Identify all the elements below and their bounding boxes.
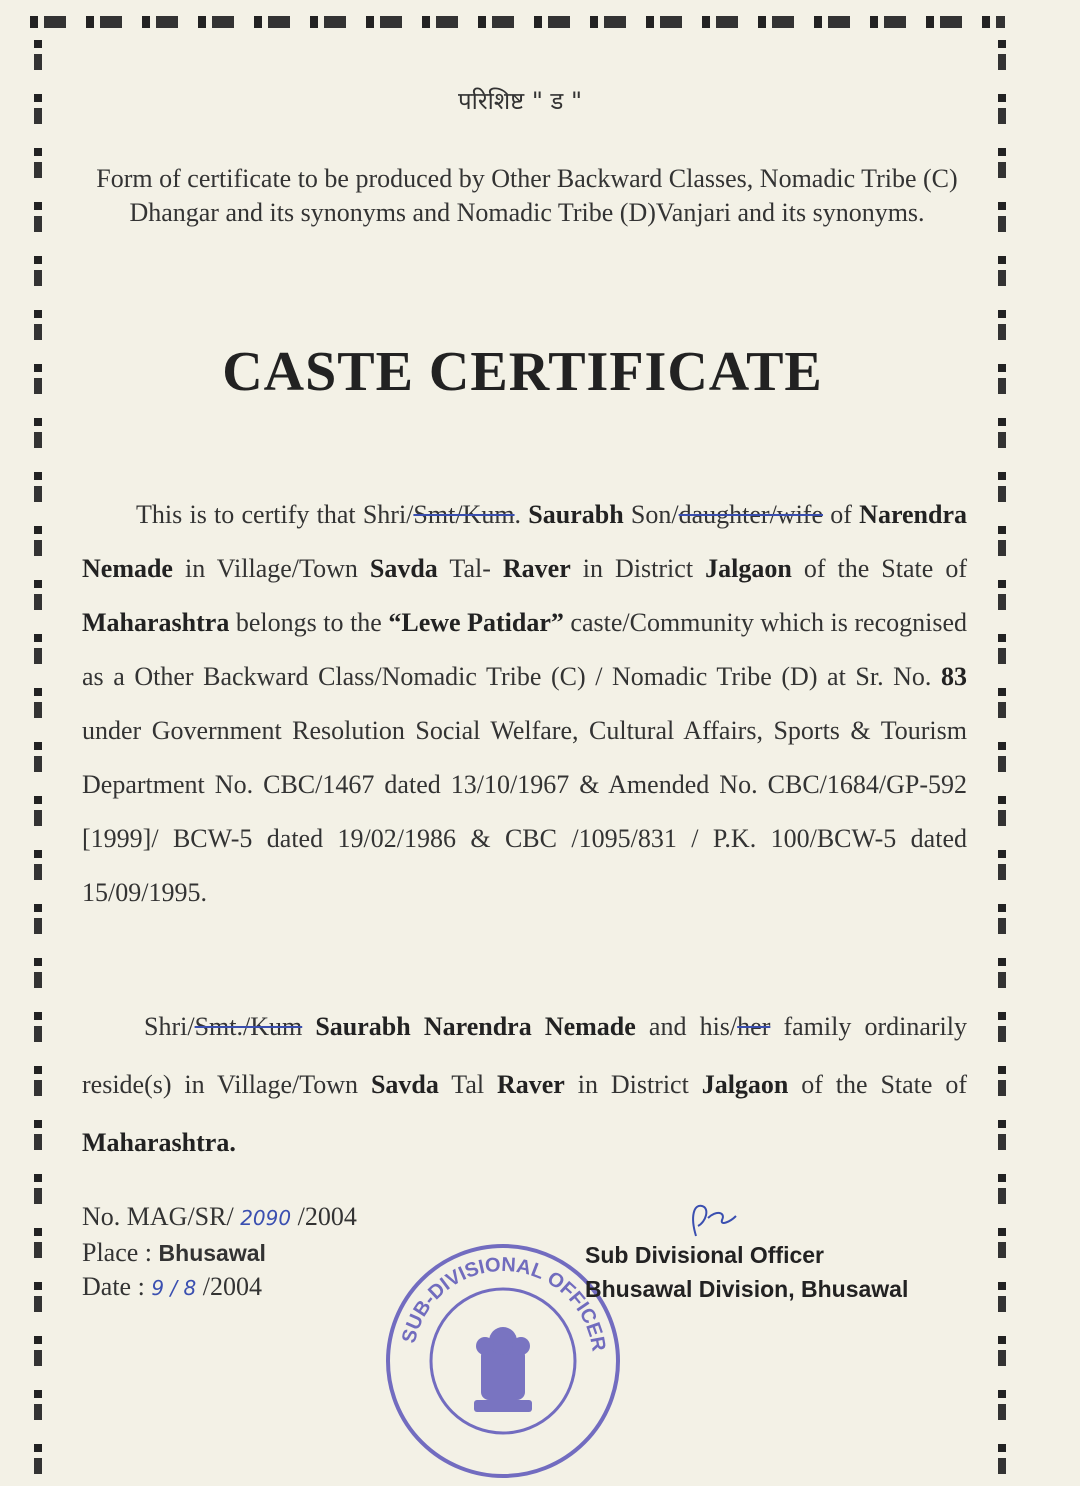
taluka-name: Raver <box>502 554 571 583</box>
decorative-border-right <box>998 40 1006 1480</box>
date-suffix: /2004 <box>202 1272 262 1301</box>
residence-paragraph <box>82 998 967 1172</box>
text-segment: in Village/Town <box>172 554 370 583</box>
appendix-heading: परिशिष्ट " ड " <box>457 87 583 115</box>
applicant-full-name: Saurabh Narendra Nemade <box>315 1012 636 1041</box>
taluka-name: Raver <box>496 1070 565 1099</box>
applicant-name: Saurabh <box>528 500 624 529</box>
father-name: Narendra Nemade <box>82 500 968 583</box>
text-segment: and his/ <box>635 1012 738 1041</box>
text-segment: This is to certify that Shri/ <box>136 500 414 529</box>
seal-text: SUB-DIVISIONAL OFFICER <box>397 1253 610 1353</box>
struck-text: daughter/wife <box>678 500 824 529</box>
place-line <box>82 1238 266 1268</box>
town-name: Savda <box>370 1070 439 1099</box>
officer-title: Sub Divisional Officer <box>585 1242 824 1268</box>
decorative-border-left <box>34 40 42 1480</box>
serial-number: 83 <box>941 662 967 691</box>
state-name: Maharashtra <box>82 608 230 637</box>
district-name: Jalgaon <box>705 554 792 583</box>
text-segment: belongs to the <box>229 608 389 637</box>
text-segment: Tal <box>438 1070 497 1099</box>
place-label: Place : <box>82 1238 153 1267</box>
handwritten-date: 9 / 8 <box>151 1276 197 1300</box>
officer-division: Bhusawal Division, Bhusawal <box>585 1276 909 1302</box>
text-segment: . <box>514 500 529 529</box>
place-value: Bhusawal <box>158 1240 266 1266</box>
certificate-number <box>82 1202 357 1232</box>
decorative-border-top <box>30 16 1005 28</box>
text-segment: caste/Community which is recognised as a Other Backward Class/Nomadic Tribe (C) / Nomadic Tribe (D) at Sr. No. <box>82 608 967 691</box>
number-prefix: No. MAG/SR/ <box>82 1202 234 1231</box>
text-segment: in District <box>564 1070 702 1099</box>
text-segment: of <box>823 500 860 529</box>
struck-text: her <box>737 1012 771 1041</box>
text-segment: Tal- <box>437 554 503 583</box>
text-segment <box>302 1012 315 1041</box>
caste-name: “Lewe Patidar” <box>388 608 564 637</box>
form-description: Form of certificate to be produced by Other Backward Classes, Nomadic Tribe (C) Dhangar and its synonyms and Nomadic Tribe (D)Vanjari and its synonyms. <box>96 164 958 227</box>
district-name: Jalgaon <box>701 1070 789 1099</box>
text-segment: Shri/ <box>144 1012 195 1041</box>
struck-text: Smt./Kum <box>194 1012 303 1041</box>
issuing-officer <box>585 1238 925 1306</box>
state-name: Maharashtra. <box>82 1128 236 1157</box>
certificate-title: CASTE CERTIFICATE <box>222 341 823 403</box>
text-segment: of the State of <box>788 1070 967 1099</box>
text-segment: in District <box>570 554 706 583</box>
text-segment: under Government Resolution Social Welfare, Cultural Affairs, Sports & Tourism Department No. CBC/1467 dated 13/10/1967 & Amended No. CBC/1684/GP-592 [1999]/ BCW-5 dated 19/02/1986 & CBC /1095/831 / P.K. 100/BCW-5 dated 15/09/1995. <box>82 716 967 907</box>
text-segment: of the State of <box>791 554 967 583</box>
handwritten-number: 2090 <box>240 1206 292 1230</box>
date-line <box>82 1272 262 1302</box>
town-name: Savda <box>369 554 438 583</box>
certification-paragraph <box>82 488 967 920</box>
text-segment: Son/ <box>623 500 679 529</box>
struck-text: Smt/Kum <box>413 500 515 529</box>
date-label: Date : <box>82 1272 145 1301</box>
text-segment: family ordinarily reside(s) in Village/Town <box>82 1012 968 1099</box>
number-suffix: /2004 <box>297 1202 357 1231</box>
emblem-icon <box>474 1327 532 1412</box>
